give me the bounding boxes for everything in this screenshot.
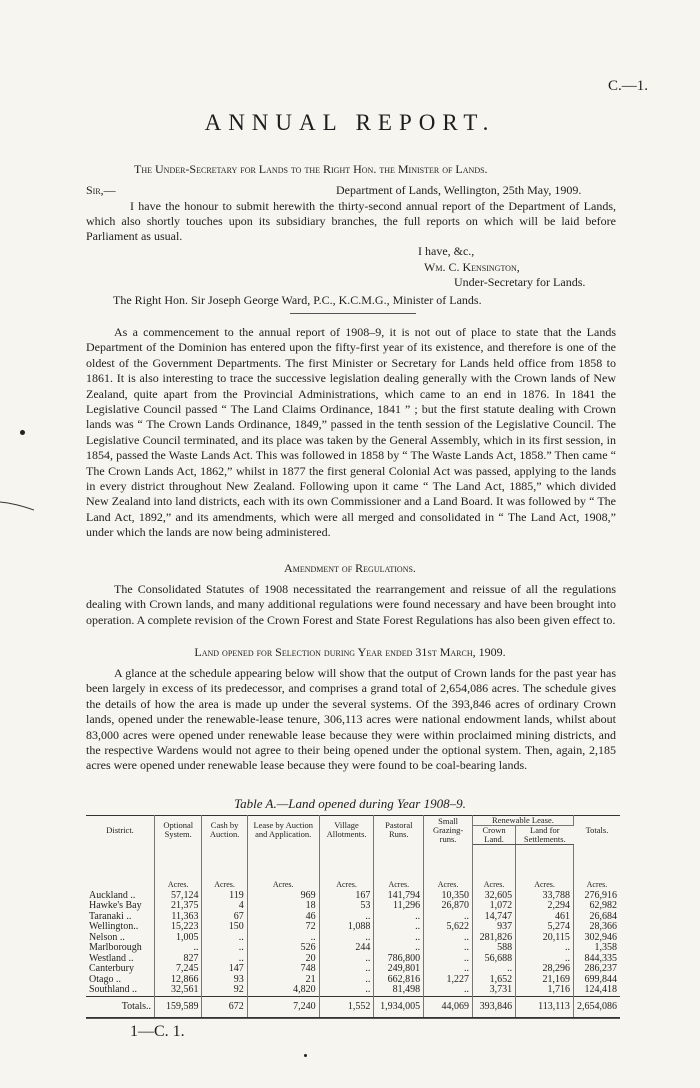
district-cell: Hawke's Bay: [86, 901, 155, 912]
header-crown-land: Crown Land.: [472, 826, 515, 845]
value-cell: ..: [424, 933, 473, 944]
value-cell: 20: [247, 954, 319, 965]
unit-cell: Acres.: [424, 845, 473, 891]
value-cell: 244: [319, 943, 374, 954]
value-cell: ..: [424, 943, 473, 954]
header-lease: Lease by Auction and Application.: [247, 816, 319, 845]
value-cell: 937: [472, 922, 515, 933]
total-cell: 7,240: [247, 996, 319, 1018]
value-cell: 7,245: [155, 964, 202, 975]
margin-dot-mark: [20, 430, 25, 435]
total-cell: 159,589: [155, 996, 202, 1018]
value-cell: 5,274: [516, 922, 574, 933]
district-cell: Canterbury: [86, 964, 155, 975]
letter-dateline: Department of Lands, Wellington, 25th May, 1909.: [336, 183, 582, 197]
value-cell: ..: [374, 943, 424, 954]
land-opened-paragraph: A glance at the schedule appearing below will show that the output of Crown lands for the past year has been largely in excess of its predecessor, and comprises a grand total of 2,654,086 acres. The schedule gives the details of how the area is made up under the several systems. Of the 393,846 acres of ordinary Crown lands, opened under the renewable-lease tenure, 306,113 acres were national endowment lands, whilst about 83,000 acres were opened under renewable lease because they were within proclaimed mining districts, and the respective Wardens would not agree to their being opened under the optional system. Then, again, 2,185 acres were opened under renewable lease because they were found to be coal-bearing lands.: [86, 666, 616, 773]
value-cell: 969: [247, 891, 319, 902]
margin-pen-mark: [0, 500, 34, 512]
value-cell: ..: [472, 964, 515, 975]
table-row: [86, 901, 620, 912]
value-cell: 32,561: [155, 985, 202, 996]
value-cell: 276,916: [584, 889, 617, 901]
district-cell: Otago ..: [86, 975, 155, 986]
value-cell: 81,498: [374, 985, 424, 996]
value-cell: 150: [202, 922, 247, 933]
value-cell: ..: [202, 954, 247, 965]
value-cell: 28,366: [589, 921, 617, 932]
value-cell: 1,358: [594, 942, 617, 953]
value-cell: 1,227: [424, 975, 473, 986]
total-cell: 2,654,086: [573, 996, 620, 1018]
value-cell: 5,622: [424, 922, 473, 933]
table-row: [86, 975, 620, 986]
value-cell: 67: [202, 912, 247, 923]
value-cell: ..: [202, 943, 247, 954]
table-row: [86, 985, 620, 996]
table-row: [86, 933, 620, 944]
district-cell: Marlborough: [86, 943, 155, 954]
value-cell: 4,820: [247, 985, 319, 996]
total-cell: 113,113: [516, 996, 574, 1018]
total-cell: 393,846: [472, 996, 515, 1018]
district-cell: Southland ..: [86, 985, 155, 996]
value-cell: 167: [319, 891, 374, 902]
total-cell: 1,934,005: [374, 996, 424, 1018]
unit-cell: Acres.: [472, 845, 515, 891]
total-cell: 672: [202, 996, 247, 1018]
totals-row: [86, 996, 620, 1018]
value-cell: 249,801: [374, 964, 424, 975]
value-cell: 147: [202, 964, 247, 975]
value-cell: 21,375: [155, 901, 202, 912]
value-cell: ..: [155, 943, 202, 954]
value-cell: 57,124: [155, 891, 202, 902]
value-cell: 286,237: [584, 963, 617, 974]
value-cell: 124,418: [584, 984, 617, 995]
value-cell: 748: [247, 964, 319, 975]
units-row: [86, 845, 620, 891]
value-cell: 12,866: [155, 975, 202, 986]
value-cell: ..: [424, 985, 473, 996]
value-cell: 92: [202, 985, 247, 996]
amendment-paragraph: The Consolidated Statutes of 1908 necessitated the rearrangement and reissue of all the regulations dealing with Crown lands, and many additional regulations were found necessary and have been brought into operation. A complete revision of the Crown Forest and State Forest Regulations has also been given effect to.: [86, 582, 616, 627]
value-cell: ..: [319, 985, 374, 996]
table-row: [86, 943, 620, 954]
district-cell: Nelson ..: [86, 933, 155, 944]
table-body: [86, 845, 620, 997]
district-cell: Auckland ..: [86, 891, 155, 902]
unit-cell: Acres.: [319, 845, 374, 891]
value-cell: 62,982: [589, 900, 617, 911]
value-cell: 302,946: [584, 931, 617, 943]
signature-title: Under-Secretary for Lands.: [454, 275, 586, 289]
district-cell: Wellington..: [86, 922, 155, 933]
value-cell: 20,115: [516, 933, 574, 944]
value-cell: 844,335: [584, 952, 617, 964]
value-cell: 21,169: [516, 975, 574, 986]
footer-divider: [86, 1018, 620, 1019]
value-cell: 461: [516, 912, 574, 923]
value-cell: 141,794: [374, 891, 424, 902]
page-reference: C.—1.: [607, 78, 648, 94]
total-cell: 1,552: [319, 996, 374, 1018]
district-cell: Westland ..: [86, 954, 155, 965]
value-cell: 526: [247, 943, 319, 954]
unit-cell: Acres.: [516, 845, 574, 891]
totals-label: Totals..: [86, 996, 155, 1018]
total-cell: 44,069: [424, 996, 473, 1018]
header-optional: Optional System.: [155, 816, 202, 845]
header-cash: Cash by Auction.: [202, 816, 247, 845]
value-cell: ..: [516, 943, 574, 954]
value-cell: 1,088: [319, 922, 374, 933]
value-cell: 1,652: [472, 975, 515, 986]
value-cell: ..: [247, 933, 319, 944]
value-cell: 3,731: [472, 985, 515, 996]
value-cell: 26,870: [424, 901, 473, 912]
value-cell: 21: [247, 975, 319, 986]
value-cell: 827: [155, 954, 202, 965]
header-renewable: Renewable Lease.: [472, 816, 573, 826]
value-cell: 281,826: [472, 933, 515, 944]
value-cell: 14,747: [472, 912, 515, 923]
value-cell: 72: [247, 922, 319, 933]
value-cell: 786,800: [374, 954, 424, 965]
salutation-line: The Under-Secretary for Lands to the Right Hon. the Minister of Lands.: [134, 162, 488, 176]
value-cell: 15,223: [155, 922, 202, 933]
land-opened-table: [86, 815, 620, 1018]
letter-paragraph: I have the honour to submit herewith the thirty-second annual report of the Department of Lands, which also shortly touches upon its subsidiary branches, the full reports on which will be laid before Parliament as usual.: [86, 199, 616, 243]
page-dot-mark: [304, 1054, 307, 1057]
district-cell: Taranaki ..: [86, 912, 155, 923]
value-cell: 2,294: [516, 901, 574, 912]
value-cell: 11,296: [374, 901, 424, 912]
value-cell: ..: [424, 964, 473, 975]
value-cell: 53: [319, 901, 374, 912]
header-small-grazing: Small Grazing-runs.: [424, 816, 473, 845]
value-cell: 10,350: [424, 891, 473, 902]
section-divider: [290, 313, 416, 314]
value-cell: 1,716: [516, 985, 574, 996]
sir-salutation: Sir,—: [86, 183, 116, 197]
value-cell: ..: [202, 933, 247, 944]
value-cell: 11,363: [155, 912, 202, 923]
value-cell: ..: [319, 954, 374, 965]
value-cell: ..: [319, 964, 374, 975]
value-cell: 1,005: [155, 933, 202, 944]
value-cell: ..: [319, 912, 374, 923]
value-cell: 588: [472, 943, 515, 954]
value-cell: 4: [202, 901, 247, 912]
value-cell: 18: [247, 901, 319, 912]
header-totals: Totals.: [573, 816, 620, 845]
signature-name: Wm. C. Kensington,: [424, 260, 520, 274]
value-cell: ..: [319, 975, 374, 986]
value-cell: ..: [516, 954, 574, 965]
value-cell: 33,788: [516, 891, 574, 902]
header-pastoral: Pastoral Runs.: [374, 816, 424, 845]
letter-closing: I have, &c.,: [418, 244, 475, 258]
value-cell: ..: [424, 912, 473, 923]
value-cell: 46: [247, 912, 319, 923]
value-cell: ..: [374, 922, 424, 933]
value-cell: 1,072: [472, 901, 515, 912]
intro-paragraph: As a commencement to the annual report of 1908–9, it is not out of place to state that the Lands Department of the Dominion has entered upon the fifty-first year of its existence, and therefore is one of the oldest of the Government Departments. The first Minister or Secretary for Lands held office from 1858 to 1861. It is also interesting to trace the successive legislation dealing generally with the Crown lands of New Zealand, quite apart from the Provincial Administrations, which came to an end in 1876. In 1841 the Legislative Council passed “ The Land Claims Ordinance, 1841 ” ; but the first statute dealing with Crown lands was “ The Crown Lands Ordinance, 1849,” passed in the tenth session of the Legislative Council. The Legislative Council terminated, and its place was taken by the General Assembly, which in its first session, in 1854, passed the Waste Lands Act. This was followed in 1858 by “ The Waste Lands Act, 1858.” Then came “ The Crown Lands Act, 1862,” whilst in 1877 the first general Colonial Act was passed, applying to the lands in every district throughout New Zealand. Following upon it came “ The Land Act, 1885,” which divided New Zealand into land districts, each with its own Commissioner and a Land Board. It was followed by “ The Land Act, 1892,” and its amendments, which were all merged and consolidated in “ The Land Act, 1908,” under which the lands are now being administered.: [86, 325, 616, 540]
value-cell: 119: [202, 891, 247, 902]
value-cell: ..: [319, 933, 374, 944]
value-cell: ..: [374, 912, 424, 923]
heading-land-opened: Land opened for Selection during Year ended 31st March, 1909.: [194, 645, 506, 659]
header-district: District.: [86, 816, 155, 845]
unit-cell: Acres.: [247, 845, 319, 891]
value-cell: 662,816: [374, 975, 424, 986]
unit-cell: Acres.: [155, 845, 202, 891]
table-row: [86, 922, 620, 933]
header-settlements: Land for Settlements.: [516, 826, 574, 845]
value-cell: 26,684: [589, 910, 617, 922]
header-village: Village Allotments.: [319, 816, 374, 845]
value-cell: ..: [374, 933, 424, 944]
value-cell: 93: [202, 975, 247, 986]
value-cell: 699,844: [584, 973, 617, 985]
value-cell: ..: [424, 954, 473, 965]
letter-addressee: The Right Hon. Sir Joseph George Ward, P.C., K.C.M.G., Minister of Lands.: [113, 293, 482, 307]
value-cell: 32,605: [472, 891, 515, 902]
value-cell: 28,296: [516, 964, 574, 975]
value-cell: 56,688: [472, 954, 515, 965]
footer-reference: 1—C. 1.: [130, 1023, 185, 1040]
unit-cell: Acres.: [586, 879, 608, 889]
table-caption: Table A.—Land opened during Year 1908–9.: [234, 796, 466, 811]
table-row: [86, 964, 620, 975]
unit-cell: Acres.: [374, 845, 424, 891]
report-title: ANNUAL REPORT.: [204, 110, 496, 135]
table-row: [86, 954, 620, 965]
heading-amendment: Amendment of Regulations.: [284, 561, 416, 575]
table-row: [86, 891, 620, 902]
unit-cell: Acres.: [202, 845, 247, 891]
